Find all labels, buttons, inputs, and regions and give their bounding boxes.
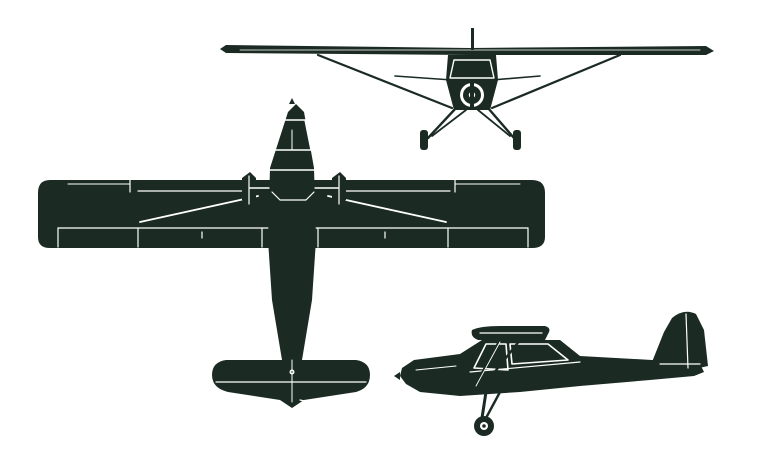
top-propeller-spinner xyxy=(289,98,295,104)
front-fin xyxy=(471,28,474,50)
front-wing xyxy=(220,45,714,55)
artist-signature: Cw xyxy=(650,381,662,389)
side-landing-gear xyxy=(474,392,500,436)
front-cabin-and-cowl xyxy=(446,55,498,110)
top-tailplane xyxy=(212,360,370,408)
side-nose xyxy=(394,372,400,380)
top-fuselage xyxy=(268,104,316,402)
front-left-wheel xyxy=(420,130,428,150)
front-right-wheel xyxy=(513,130,521,150)
front-landing-gear xyxy=(420,108,521,150)
side-view xyxy=(394,312,708,436)
side-vertical-tail xyxy=(652,312,708,370)
side-wing-upper xyxy=(472,326,550,340)
